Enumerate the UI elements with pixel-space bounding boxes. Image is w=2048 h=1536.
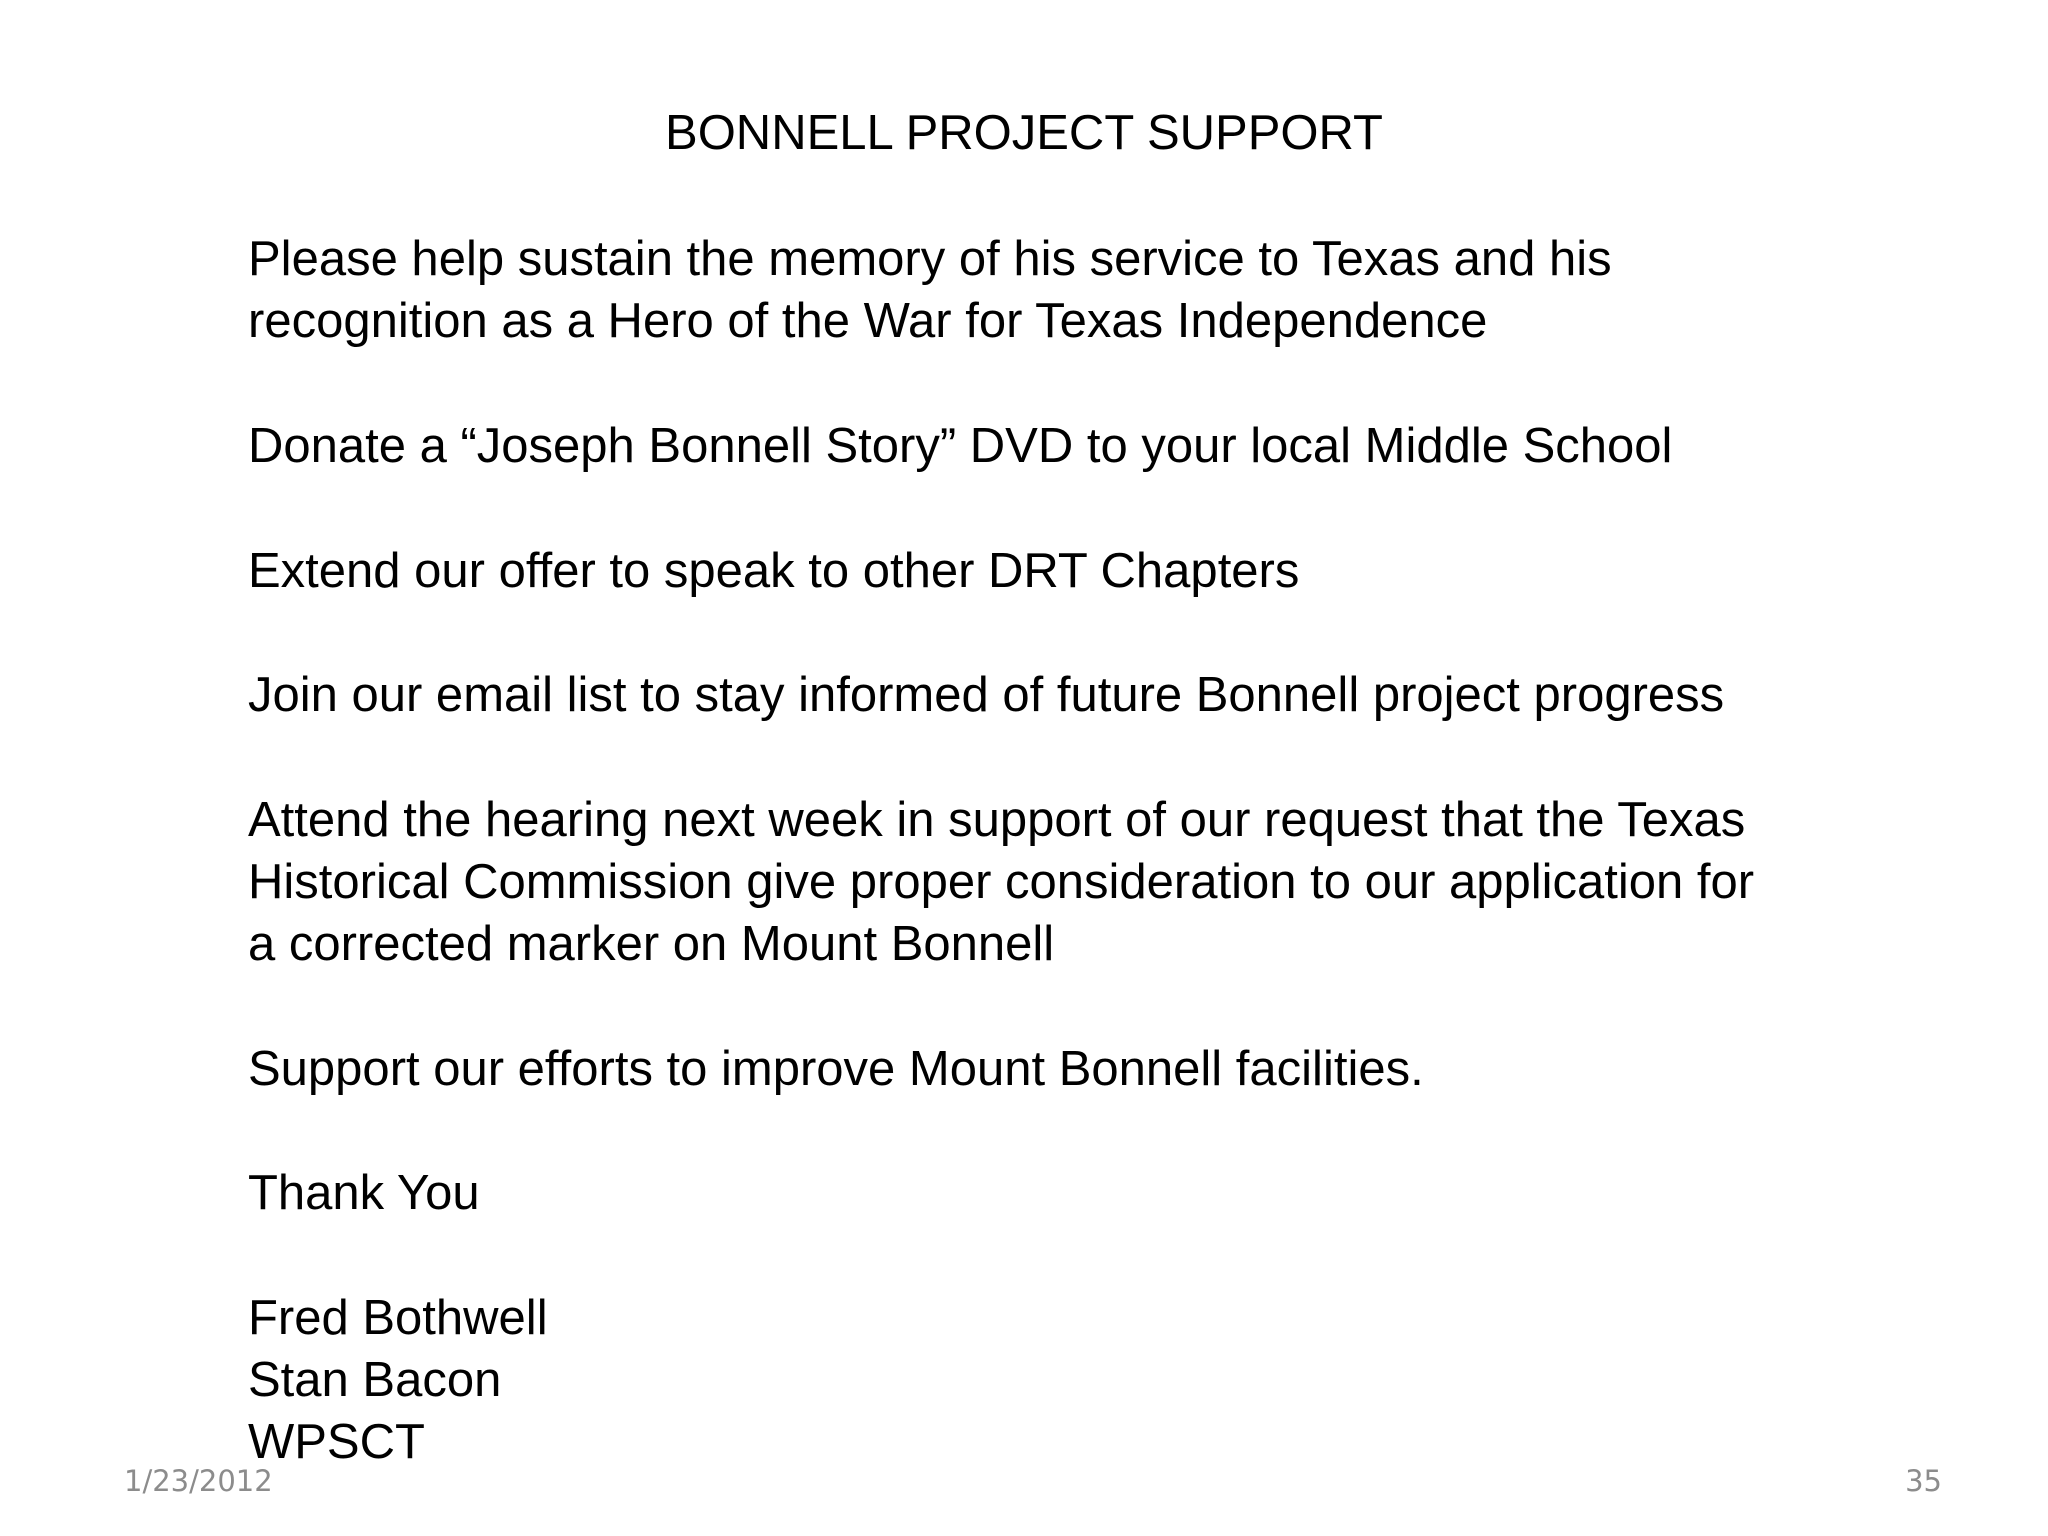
attend-text-line-2: Historical Commission give proper consideration to our application for	[248, 855, 1755, 909]
signature-organization: WPSCT	[248, 1415, 425, 1469]
extend-text: Extend our offer to speak to other DRT Chapters	[248, 544, 1300, 598]
attend-text-line-1: Attend the hearing next week in support of our request that the Texas	[248, 793, 1746, 847]
support-text: Support our efforts to improve Mount Bonnell facilities.	[248, 1042, 1424, 1096]
footer-page-number: 35	[1905, 1464, 1942, 1498]
signature-name: Stan Bacon	[248, 1353, 502, 1407]
signature-name: Fred Bothwell	[248, 1291, 548, 1345]
attend-text-line-3: a corrected marker on Mount Bonnell	[248, 917, 1055, 971]
join-text: Join our email list to stay informed of future Bonnell project progress	[248, 668, 1725, 722]
slide-title: BONNELL PROJECT SUPPORT	[665, 106, 1383, 160]
footer-date: 1/23/2012	[124, 1464, 273, 1498]
thank-you-text: Thank You	[248, 1166, 480, 1220]
sustain-text-line-1: Please help sustain the memory of his service to Texas and his	[248, 232, 1612, 286]
donate-text: Donate a “Joseph Bonnell Story” DVD to your local Middle School	[248, 419, 1673, 473]
sustain-text-line-2: recognition as a Hero of the War for Texas Independence	[248, 294, 1488, 348]
